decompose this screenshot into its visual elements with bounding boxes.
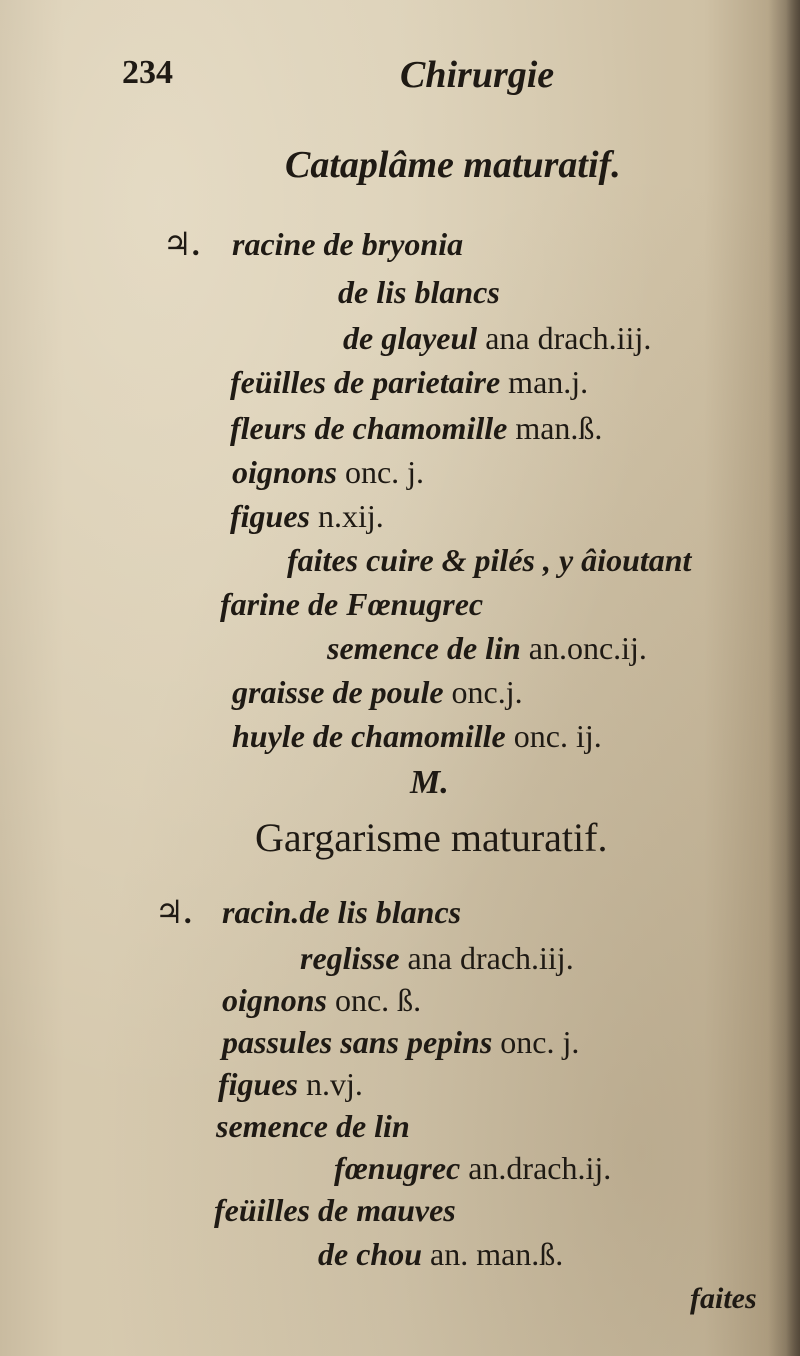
recipe-line — [327, 632, 647, 664]
recipe-line — [232, 228, 463, 260]
recipe-line — [232, 456, 424, 488]
recipe-line — [230, 412, 602, 444]
recipe-line — [318, 1238, 563, 1270]
ingredient-text: huyle de chamomille — [232, 718, 506, 754]
ingredient-text: semence de lin — [216, 1108, 410, 1144]
ingredient-text: feüilles de parietaire — [230, 364, 501, 400]
ingredient-text: figues — [218, 1066, 298, 1102]
recipe-line — [334, 1152, 611, 1184]
ingredient-text: faites cuire & pilés , y âioutant — [287, 542, 692, 578]
page-gutter-shadow — [786, 0, 800, 1356]
recipe-line — [232, 720, 602, 752]
recipe-line — [216, 1110, 410, 1142]
ingredient-text: de chou — [318, 1236, 422, 1272]
recipe-line — [218, 1068, 363, 1100]
recipe-line — [232, 676, 523, 708]
ingredient-text: semence de lin — [327, 630, 521, 666]
dosage-text: an.onc.ij. — [528, 630, 647, 666]
ingredient-text: fœnugrec — [334, 1150, 461, 1186]
ingredient-text: fleurs de chamomille — [230, 410, 508, 446]
ingredient-text: farine de Fœnugrec — [220, 586, 484, 622]
dosage-text: onc. ij. — [513, 718, 602, 754]
dosage-text: ana drach.iij. — [407, 940, 574, 976]
dosage-text: n.xij. — [318, 498, 384, 534]
recipe-line — [300, 942, 574, 974]
recipe-line — [343, 322, 651, 354]
dosage-text: onc. ß. — [334, 982, 422, 1018]
dosage-text: ana drach.iij. — [485, 320, 652, 356]
recipe-line — [222, 896, 461, 928]
dosage-text: onc.j. — [451, 674, 523, 710]
recipe-line — [220, 588, 483, 620]
ingredient-text: graisse de poule — [232, 674, 444, 710]
recipe-line — [230, 366, 588, 398]
recipe-symbol: ♃. — [163, 226, 200, 262]
ingredient-text: M. — [410, 764, 449, 801]
ingredient-text: feüilles de mauves — [214, 1192, 456, 1228]
dosage-text: onc. j. — [500, 1024, 580, 1060]
recipe-line — [222, 1026, 579, 1058]
recipe-line — [287, 544, 691, 576]
ingredient-text: de lis blancs — [338, 274, 500, 310]
recipe-line-misce — [410, 766, 449, 800]
dosage-text: man.j. — [508, 364, 589, 400]
ingredient-text: oignons — [222, 982, 327, 1018]
page-number: 234 — [122, 54, 173, 91]
ingredient-text: reglisse — [300, 940, 400, 976]
ingredient-text: oignons — [232, 454, 337, 490]
recipe-line — [214, 1194, 456, 1226]
ingredient-text: racin.de lis blancs — [222, 894, 462, 930]
ingredient-text: de glayeul — [343, 320, 478, 356]
section-title-cataplasme: Cataplâme maturatif. — [285, 144, 621, 186]
recipe-line — [338, 276, 500, 308]
dosage-text: an. man.ß. — [430, 1236, 564, 1272]
running-title: Chirurgie — [400, 54, 555, 96]
dosage-text: an.drach.ij. — [468, 1150, 612, 1186]
ingredient-text: passules sans pepins — [222, 1024, 493, 1060]
dosage-text: n.vj. — [306, 1066, 363, 1102]
recipe-line — [230, 500, 384, 532]
recipe-symbol: ♃. — [155, 894, 192, 930]
ingredient-text: racine de bryonia — [232, 226, 464, 262]
dosage-text: man.ß. — [515, 410, 603, 446]
ingredient-text: figues — [230, 498, 310, 534]
catchword: faites — [690, 1282, 757, 1315]
section-title-gargarisme: Gargarisme maturatif. — [255, 815, 608, 860]
recipe-line — [222, 984, 421, 1016]
dosage-text: onc. j. — [344, 454, 425, 490]
